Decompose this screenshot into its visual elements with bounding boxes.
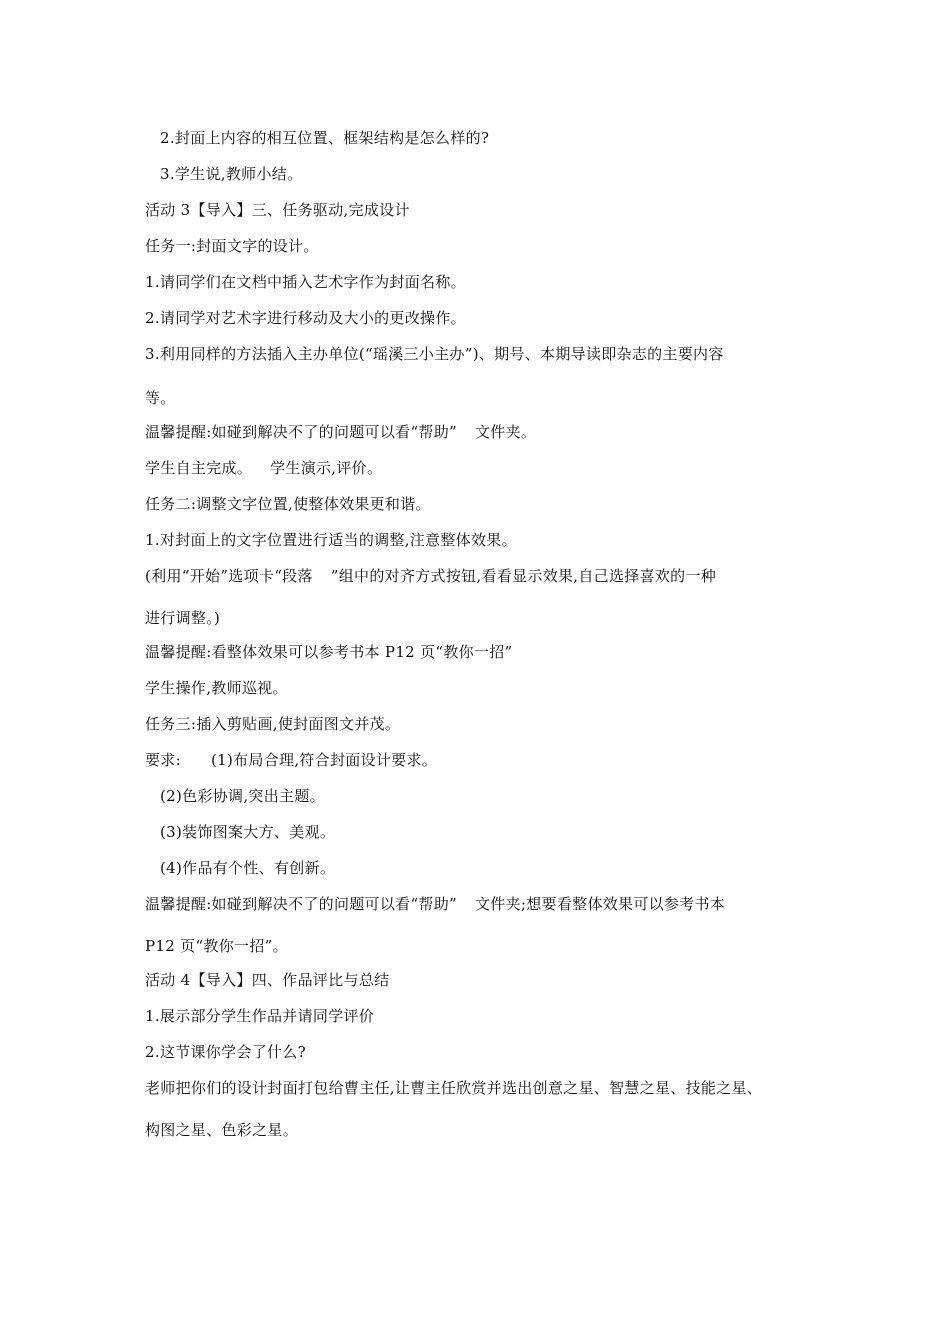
- activity-heading: 活动 4【导入】四、作品评比与总结: [145, 971, 390, 989]
- task-heading: 任务一:封面文字的设计。: [145, 237, 319, 255]
- text-line: 学生自主完成。 学生演示,评价。: [145, 459, 383, 477]
- task-heading: 任务二:调整文字位置,使整体效果更和谐。: [145, 495, 431, 513]
- text-line: (利用“开始”选项卡“段落 ”组中的对齐方式按钮,看看显示效果,自己选择喜欢的一种: [145, 567, 717, 585]
- text-line: 2.封面上内容的相互位置、框架结构是怎么样的?: [160, 129, 490, 147]
- requirement-line: (4)作品有个性、有创新。: [160, 859, 336, 877]
- text-line: 3.学生说,教师小结。: [160, 165, 303, 183]
- requirement-line: (2)色彩协调,突出主题。: [160, 787, 325, 805]
- task-heading: 任务三:插入剪贴画,使封面图文并茂。: [145, 715, 401, 733]
- activity-heading: 活动 3【导入】三、任务驱动,完成设计: [145, 201, 410, 219]
- text-line: 进行调整。): [145, 609, 221, 627]
- text-line: 等。: [145, 389, 176, 407]
- text-line: 1.对封面上的文字位置进行适当的调整,注意整体效果。: [145, 531, 517, 549]
- requirement-line: 要求: (1)布局合理,符合封面设计要求。: [145, 751, 438, 769]
- tip-line: 温馨提醒:看整体效果可以参考书本 P12 页“教你一招”: [145, 643, 513, 661]
- text-line: 学生操作,教师巡视。: [145, 679, 288, 697]
- text-line: 3.利用同样的方法插入主办单位(“瑶溪三小主办”)、期号、本期导读即杂志的主要内容: [145, 345, 724, 363]
- text-line: 2.请同学对艺术字进行移动及大小的更改操作。: [145, 309, 466, 327]
- text-line: 1.展示部分学生作品并请同学评价: [145, 1007, 375, 1025]
- text-line: 构图之星、色彩之星。: [145, 1121, 299, 1139]
- text-line: 老师把你们的设计封面打包给曹主任,让曹主任欣赏并选出创意之星、智慧之星、技能之星、: [145, 1079, 763, 1097]
- requirement-line: (3)装饰图案大方、美观。: [160, 823, 336, 841]
- tip-line: 温馨提醒:如碰到解决不了的问题可以看“帮助” 文件夹。: [145, 423, 537, 441]
- text-line: 2.这节课你学会了什么?: [145, 1043, 306, 1061]
- text-line: 1.请同学们在文档中插入艺术字作为封面名称。: [145, 273, 466, 291]
- text-line: P12 页“教你一招”。: [145, 937, 288, 955]
- tip-line: 温馨提醒:如碰到解决不了的问题可以看“帮助” 文件夹;想要看整体效果可以参考书本: [145, 895, 726, 913]
